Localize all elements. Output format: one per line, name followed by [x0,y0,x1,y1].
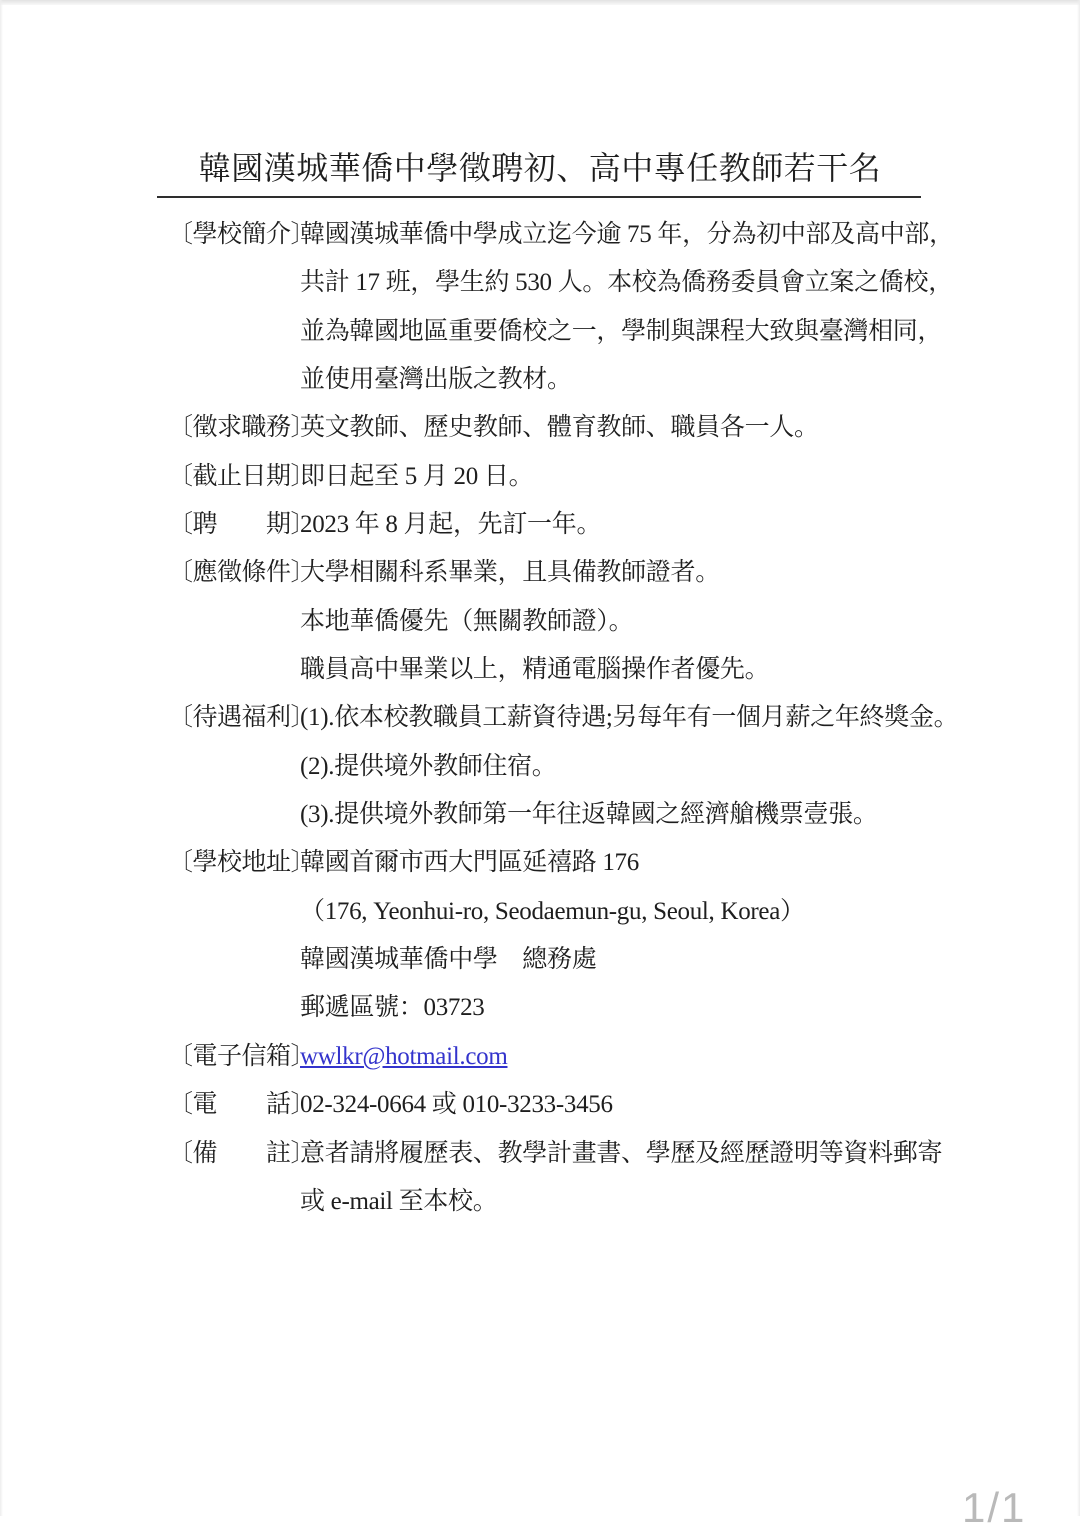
field-label-deadline: 〔截止日期〕 [168,463,316,490]
screenshot-left-edge [0,0,3,1516]
field-text: 韓國首爾市西大門區延禧路 176 [300,849,639,876]
line-email [168,1042,507,1072]
title-divider-rule [157,196,921,198]
line-benefits-2 [300,752,557,782]
field-label-benefits: 〔待遇福利〕 [168,704,316,731]
page-number-indicator: 1/1 [962,1484,1027,1531]
line-deadline [168,462,533,492]
line-school-intro-1 [168,220,954,250]
field-text: 英文教師、歷史教師、體育教師、職員各一人。 [300,414,819,441]
field-label-email: 〔電子信箱〕 [168,1043,316,1070]
line-requirements-3 [300,655,769,685]
line-benefits-1 [168,703,958,733]
field-text: 大學相關科系畢業，且具備教師證者。 [300,559,720,586]
field-text: (3).提供境外教師第一年往返韓國之經濟艙機票壹張。 [300,801,878,828]
field-text: 並使用臺灣出版之教材。 [300,366,572,393]
field-text: 並為韓國地區重要僑校之一，學制與課程大致與臺灣相同， [300,318,943,345]
field-text: 2023 年 8 月起，先訂一年。 [300,511,602,538]
line-notes-2 [300,1187,497,1217]
field-text: （176, Yeonhui-ro, Seodaemun-gu, Seoul, Korea） [300,898,805,925]
line-address-postal [300,993,485,1023]
field-label-term: 〔聘 期〕 [168,511,316,538]
line-requirements-2 [300,607,633,637]
field-text: 郵遞區號：03723 [300,994,485,1021]
line-term [168,510,601,540]
line-school-intro-4 [300,365,572,395]
field-label-address: 〔學校地址〕 [168,849,316,876]
field-text: 共計 17 班，學生約 530 人。本校為僑務委員會立案之僑校， [300,269,953,296]
field-label-positions: 〔徵求職務〕 [168,414,316,441]
line-address-1 [168,848,639,878]
line-requirements-1 [168,558,720,588]
line-notes-1 [168,1139,942,1169]
field-text: 或 e-mail 至本校。 [300,1188,498,1215]
line-phone [168,1090,613,1120]
field-text: 韓國漢城華僑中學 總務處 [300,946,597,973]
line-positions [168,413,819,443]
field-text: 意者請將履歷表、教學計畫書、學歷及經歷證明等資料郵寄 [300,1140,943,1167]
field-text: 韓國漢城華僑中學成立迄今逾 75 年，分為初中部及高中部， [300,221,954,248]
line-school-intro-3 [300,317,942,347]
field-label-requirements: 〔應徵條件〕 [168,559,316,586]
email-link[interactable]: wwlkr@hotmail.com [300,1043,508,1070]
line-benefits-3 [300,800,878,830]
field-text: 即日起至 5 月 20 日。 [300,463,534,490]
field-label-school-intro: 〔學校簡介〕 [168,221,316,248]
field-text: 職員高中畢業以上，精通電腦操作者優先。 [300,656,770,683]
field-text: (1).依本校教職員工薪資待遇;另每年有一個月薪之年終獎金。 [300,704,959,731]
line-address-2 [300,897,805,927]
document-title: 韓國漢城華僑中學徵聘初、高中專任教師若干名 [198,150,882,186]
screenshot-top-edge [0,0,1080,5]
field-label-phone: 〔電 話〕 [168,1091,316,1118]
line-address-3 [300,945,596,975]
field-text: 本地華僑優先（無關教師證）。 [300,608,634,635]
line-school-intro-2 [300,268,953,298]
field-label-notes: 〔備 註〕 [168,1140,316,1167]
field-text: (2).提供境外教師住宿。 [300,753,557,780]
field-text: 02-324-0664 或 010-3233-3456 [300,1091,613,1118]
